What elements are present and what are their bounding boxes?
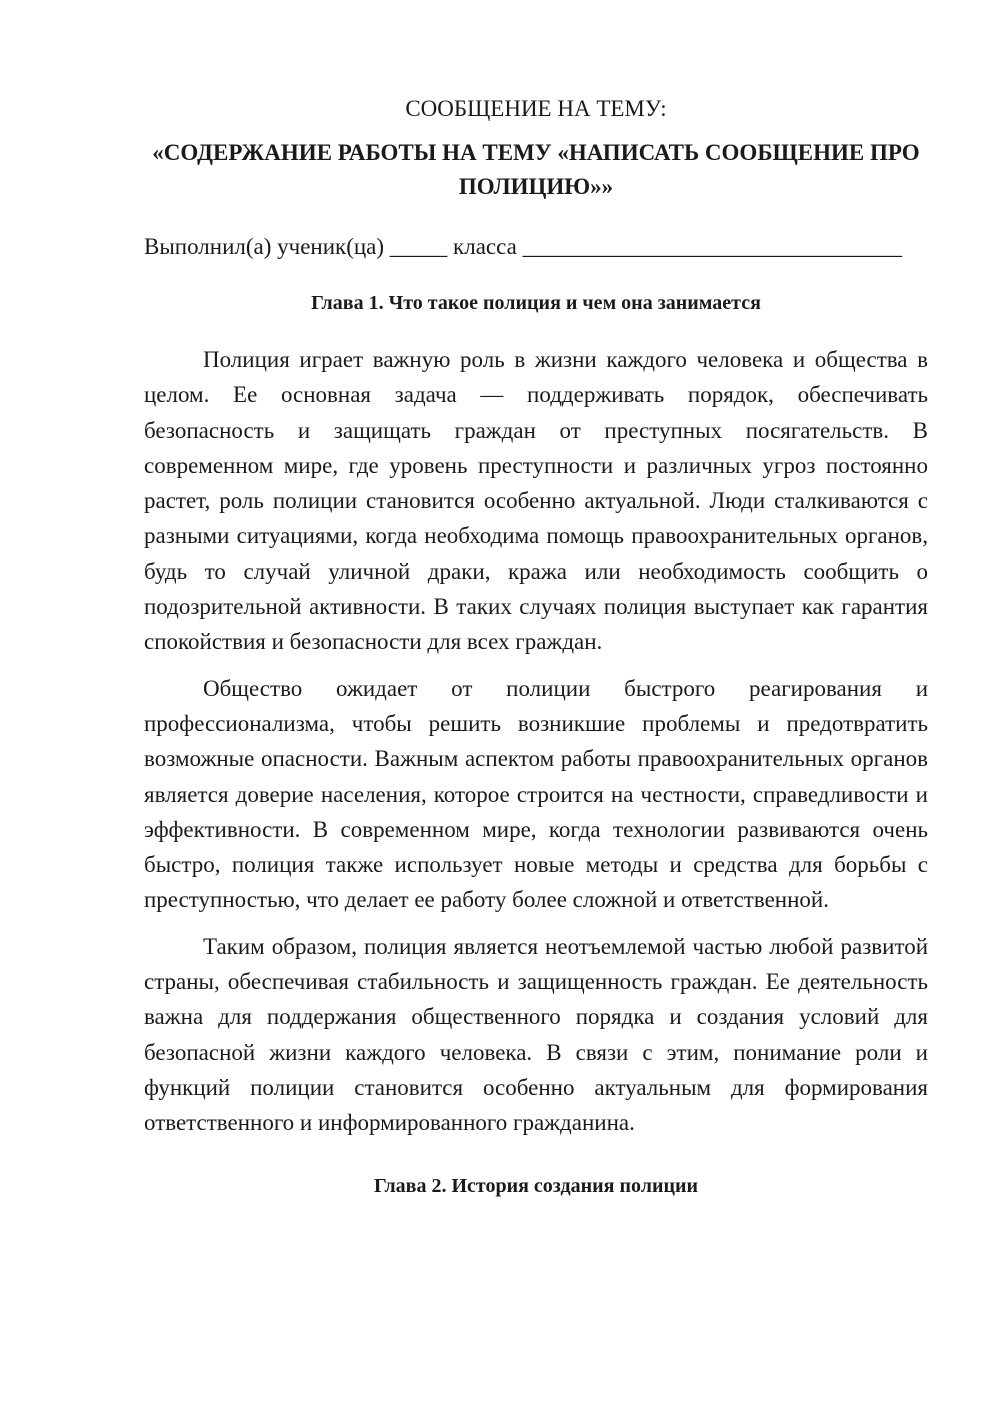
document-title: «СОДЕРЖАНИЕ РАБОТЫ НА ТЕМУ «НАПИСАТЬ СООБЩЕНИЕ ПРО ПОЛИЦИЮ»» [152,140,920,199]
chapter-2-title: Глава 2. История создания полиции [373,1174,699,1197]
author-line: Выполнил(а) ученик(ца) _____ класса _________________________________ [144,234,903,259]
document-page [144,92,928,1201]
chapter-1-paragraph-1: Полиция играет важную роль в жизни каждого человека и общества в целом. Ее основная задача — поддерживать порядок, обеспечивать безопасность и защищать граждан от преступных посягательств. В современном мире, где уровень преступности и различных угроз постоянно растет, роль полиции становится особенно актуальной. Люди сталкиваются с разными ситуациями, когда необходима помощь правоохранительных органов, будь то случай уличной драки, кража или необходимость сообщить о подозрительной активности. В таких случаях полиция выступает как гарантия спокойствия и безопасности для всех граждан. [144,347,928,655]
document-header: СООБЩЕНИЕ НА ТЕМУ: [405,96,667,121]
chapter-1-title: Глава 1. Что такое полиция и чем она занимается [311,292,761,314]
chapter-1-paragraph-2: Общество ожидает от полиции быстрого реагирования и профессионализма, чтобы решить возникшие проблемы и предотвратить возможные опасности. Важным аспектом работы правоохранительных органов является доверие населения, которое строится на честности, справедливости и эффективности. В современном мире, когда технологии развиваются очень быстро, полиция также использует новые методы и средства для борьбы с преступностью, что делает ее работу более сложной и ответственной. [144,675,928,913]
chapter-1-paragraph-3: Таким образом, полиция является неотъемлемой частью любой развитой страны, обеспечивая стабильность и защищенность граждан. Ее деятельность важна для поддержания общественного порядка и создания условий для безопасной жизни каждого человека. В связи с этим, понимание роли и функций полиции становится особенно актуальным для формирования ответственного и информированного гражданина. [144,933,928,1136]
